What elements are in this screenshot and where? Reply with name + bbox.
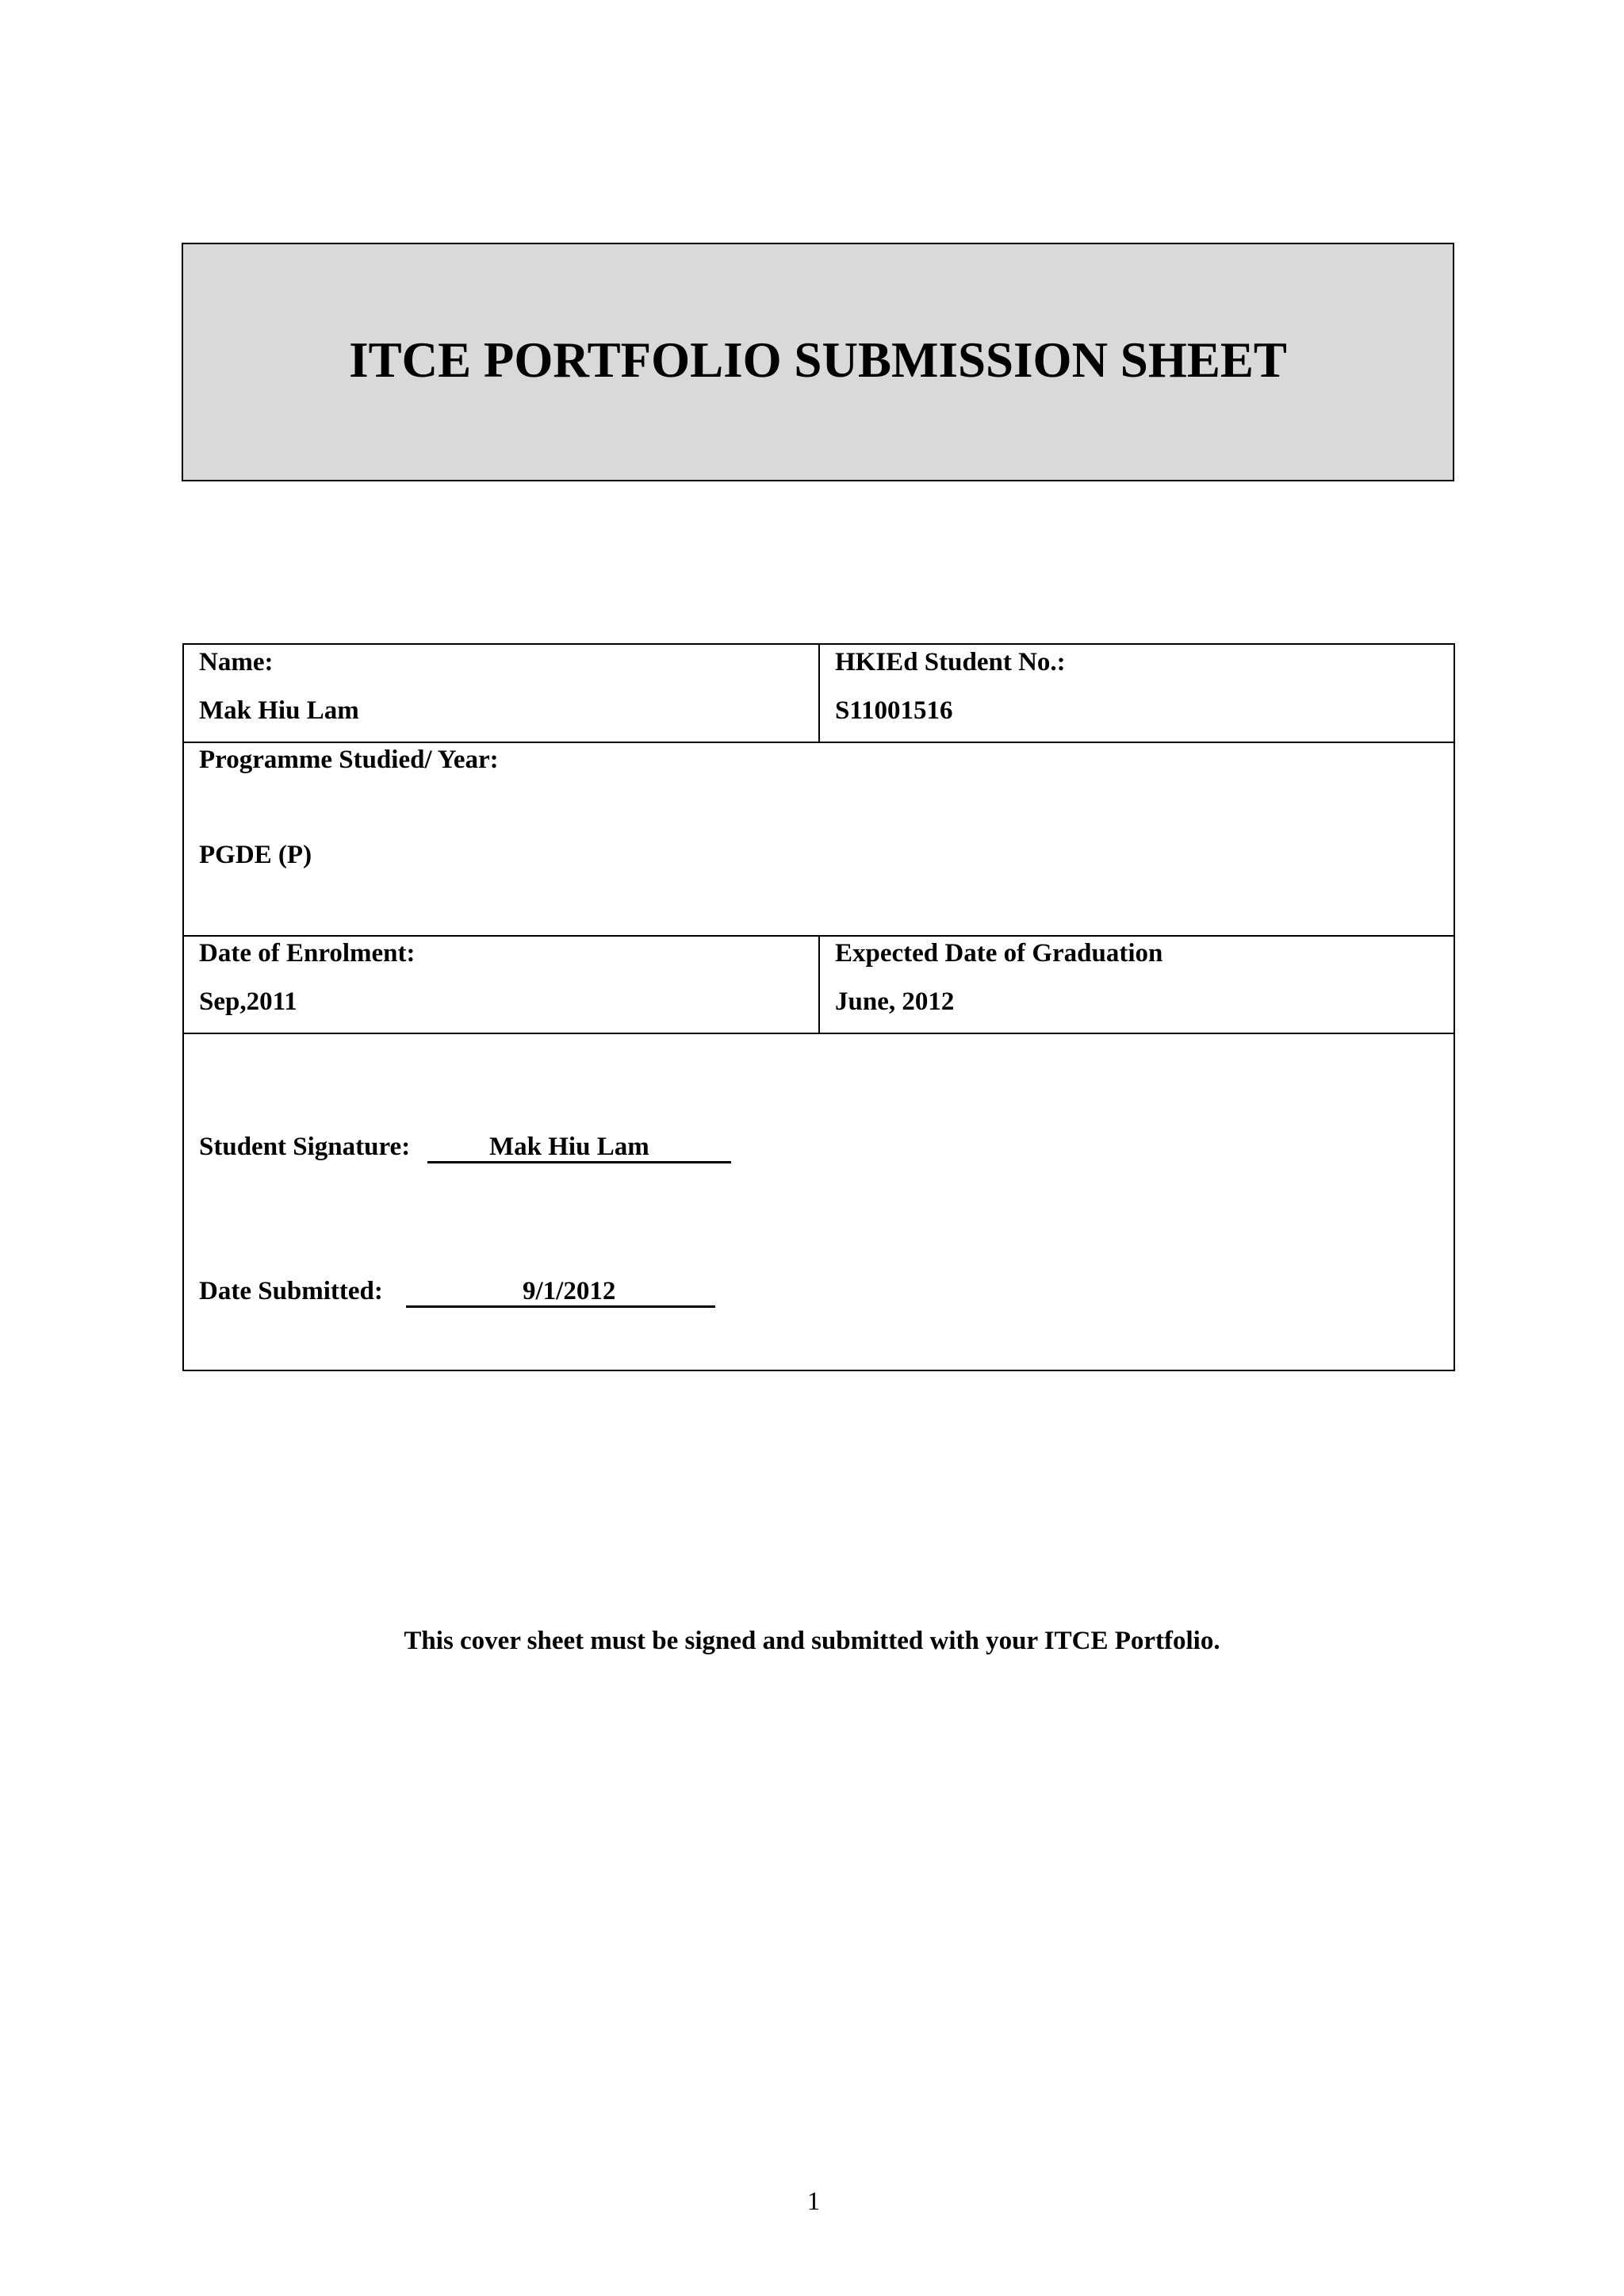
name-value: Mak Hiu Lam <box>199 696 359 725</box>
signature-label: Student Signature: <box>199 1133 411 1161</box>
row-divider <box>184 742 1454 743</box>
student-no-value: S11001516 <box>835 696 953 725</box>
signature-field <box>427 1134 731 1163</box>
date-submitted-label: Date Submitted: <box>199 1277 383 1305</box>
student-no-label: HKIEd Student No.: <box>835 648 1066 677</box>
enrolment-value: Sep,2011 <box>199 987 297 1016</box>
column-divider <box>818 935 820 1033</box>
programme-label: Programme Studied/ Year: <box>199 746 499 774</box>
graduation-value: June, 2012 <box>835 987 955 1016</box>
graduation-label: Expected Date of Graduation <box>835 939 1163 968</box>
column-divider <box>818 645 820 742</box>
signature-value: Mak Hiu Lam <box>489 1133 649 1161</box>
student-info-table <box>182 643 1455 1371</box>
row-divider <box>184 1033 1454 1034</box>
footer-note: This cover sheet must be signed and submitted with your ITCE Portfolio. <box>404 1627 1220 1655</box>
document-title: ITCE PORTFOLIO SUBMISSION SHEET <box>349 332 1287 388</box>
enrolment-label: Date of Enrolment: <box>199 939 416 968</box>
date-submitted-value: 9/1/2012 <box>523 1277 616 1305</box>
title-banner <box>182 243 1454 481</box>
programme-value: PGDE (P) <box>199 841 312 869</box>
page-number: 1 <box>806 2187 821 2216</box>
date-submitted-field <box>406 1278 715 1308</box>
name-label: Name: <box>199 648 274 677</box>
